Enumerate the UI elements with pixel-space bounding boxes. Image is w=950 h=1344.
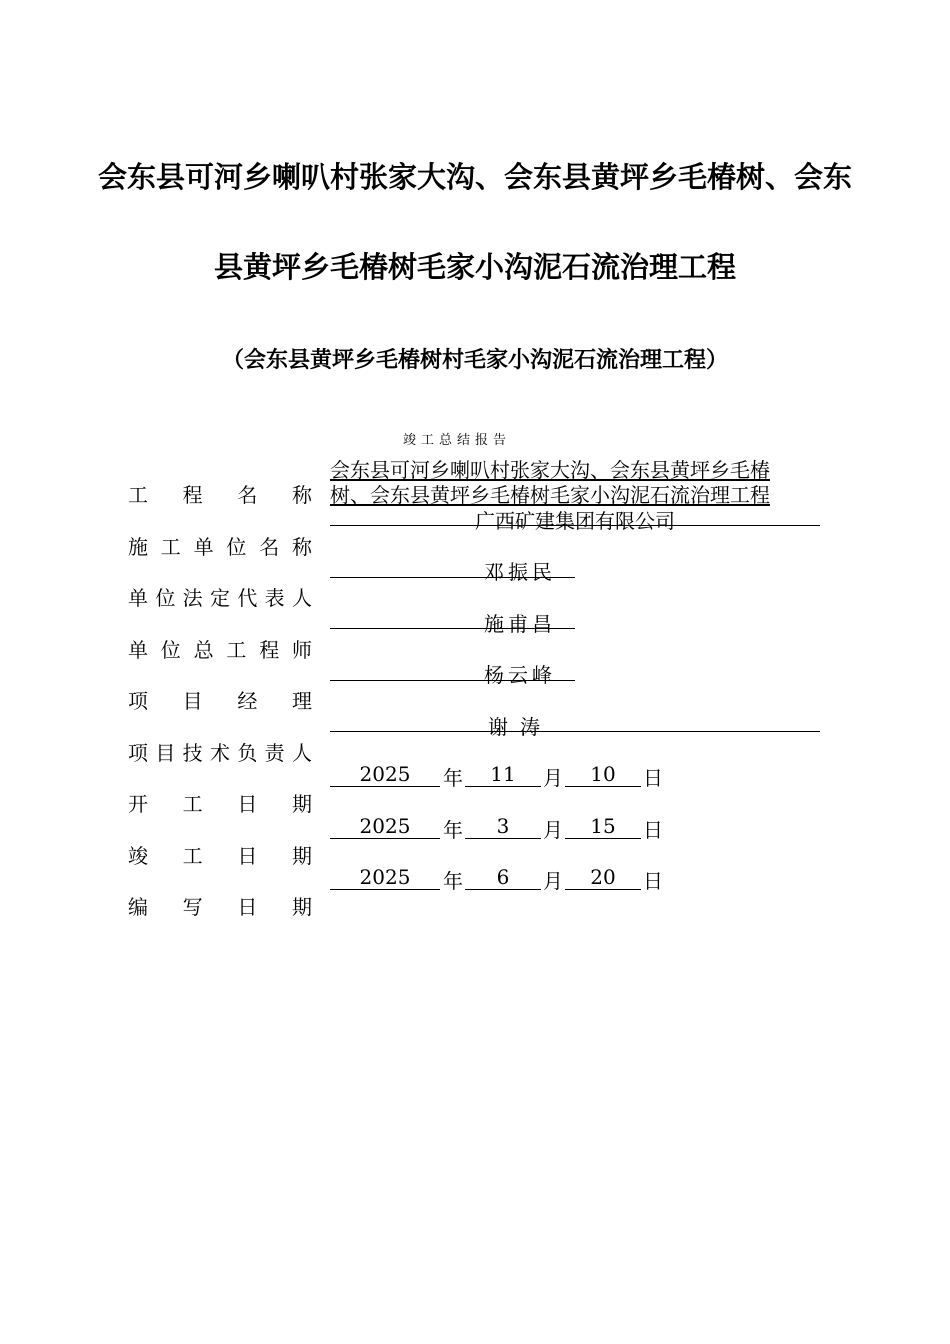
writing-year: 2025 xyxy=(330,865,440,890)
tech-lead-label: 项 目 技 术 负 责 人 xyxy=(128,741,312,765)
legal-rep-label: 单 位 法 定 代 表 人 xyxy=(128,586,312,610)
completion-day-unit: 日 xyxy=(643,818,663,842)
project-manager-value: 杨云峰 xyxy=(484,663,556,687)
document-title-line-2: 县黄坪乡毛椿树毛家小沟泥石流治理工程 xyxy=(213,250,736,284)
start-date-label: 开 工 日 期 xyxy=(128,792,312,816)
writing-day-unit: 日 xyxy=(643,869,663,893)
start-year: 2025 xyxy=(330,762,440,787)
document-title-line-1: 会东县可河乡喇叭村张家大沟、会东县黄坪乡毛椿树、会东 xyxy=(97,160,852,194)
completion-date-row xyxy=(330,814,670,842)
start-day-unit: 日 xyxy=(643,766,663,790)
project-name-line-2: 树、会东县黄坪乡毛椿树毛家小沟泥石流治理工程 xyxy=(330,483,770,507)
writing-date-row xyxy=(330,865,670,893)
start-month-unit: 月 xyxy=(543,766,563,790)
start-day: 10 xyxy=(565,762,641,787)
chief-engineer-value: 施甫昌 xyxy=(484,612,556,636)
project-manager-underline xyxy=(330,680,575,681)
completion-date-label: 竣 工 日 期 xyxy=(128,844,312,868)
writing-date-label: 编 写 日 期 xyxy=(128,895,312,919)
completion-month: 3 xyxy=(465,814,541,839)
writing-day: 20 xyxy=(565,865,641,890)
legal-rep-underline xyxy=(330,577,575,578)
start-year-unit: 年 xyxy=(443,766,463,790)
contractor-label: 施 工 单 位 名 称 xyxy=(128,535,312,559)
tech-lead-underline xyxy=(330,731,820,732)
project-name-line-1: 会东县可河乡喇叭村张家大沟、会东县黄坪乡毛椿 xyxy=(330,458,770,482)
contractor-value: 广西矿建集团有限公司 xyxy=(475,509,675,533)
report-title: 竣工总结报告 xyxy=(403,433,512,448)
start-month: 11 xyxy=(465,762,541,787)
writing-month-unit: 月 xyxy=(543,869,563,893)
legal-rep-value: 邓振民 xyxy=(484,560,556,584)
tech-lead-value: 谢涛 xyxy=(488,715,552,739)
completion-year-unit: 年 xyxy=(443,818,463,842)
completion-month-unit: 月 xyxy=(543,818,563,842)
project-manager-label: 项 目 经 理 xyxy=(128,689,312,713)
start-date-row xyxy=(330,762,670,790)
chief-engineer-underline xyxy=(330,628,575,629)
completion-day: 15 xyxy=(565,814,641,839)
contractor-underline xyxy=(330,525,820,526)
project-name-label: 工 程 名 称 xyxy=(128,483,312,507)
completion-year: 2025 xyxy=(330,814,440,839)
writing-year-unit: 年 xyxy=(443,869,463,893)
writing-month: 6 xyxy=(465,865,541,890)
document-subtitle: （会东县黄坪乡毛椿树村毛家小沟泥石流治理工程） xyxy=(221,348,728,373)
chief-engineer-label: 单 位 总 工 程 师 xyxy=(128,638,312,662)
